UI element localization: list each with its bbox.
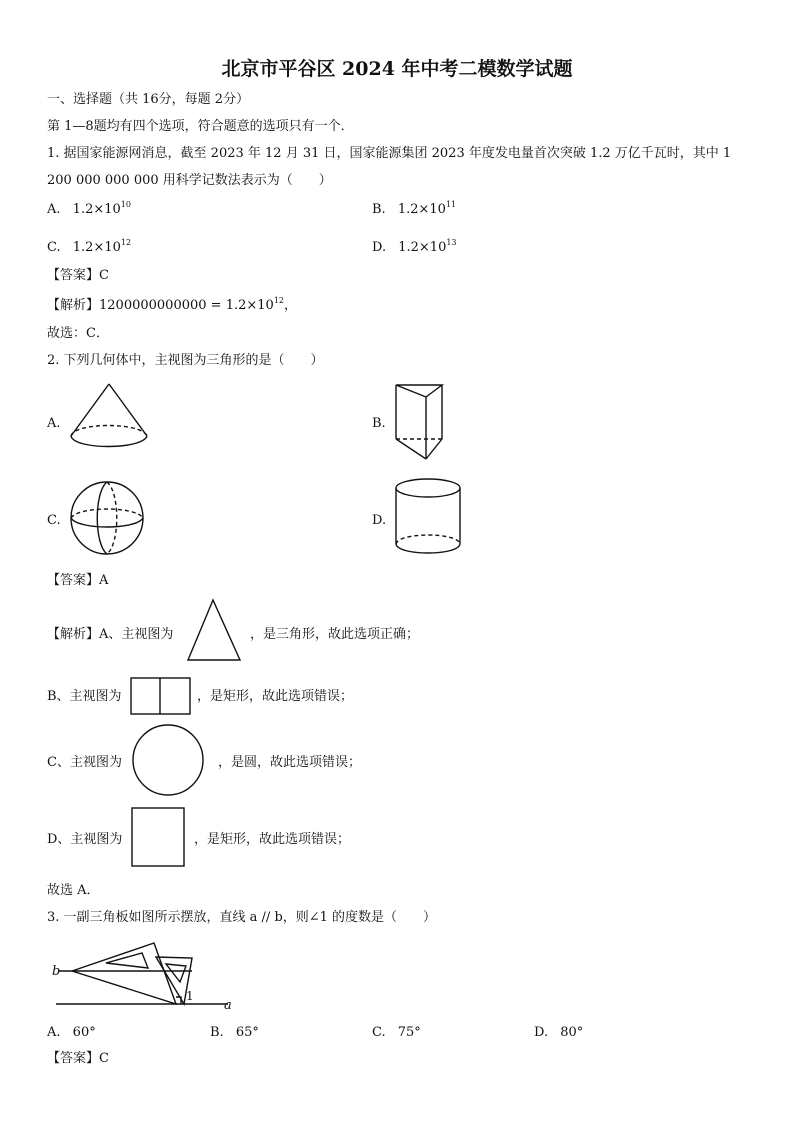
option-label: B.: [372, 202, 386, 217]
q3-answer: 【答案】C: [47, 1051, 109, 1066]
q2-analysis-b-pre: B、主视图为: [47, 689, 122, 704]
section-heading: 一、选择题（共 16分，每题 2分）: [47, 92, 250, 107]
q2-analysis-a-pre: 【解析】A、主视图为: [47, 627, 174, 642]
q2-stem: 2. 下列几何体中，主视图为三角形的是（ ）: [47, 353, 324, 368]
q3-option-b: [210, 1024, 259, 1042]
q3-option-d: [534, 1024, 583, 1042]
triangle-set-figure: [44, 938, 244, 1014]
q2-answer: 【答案】A: [47, 573, 109, 588]
q3-option-c: [372, 1024, 421, 1042]
triangle-view-figure: [186, 598, 244, 664]
q2-option-label-b: B.: [372, 416, 386, 431]
cone-figure: [68, 384, 158, 464]
q2-analysis-c-pre: C、主视图为: [47, 755, 122, 770]
option-label: A.: [47, 202, 61, 217]
line-b-label: b: [52, 964, 61, 979]
line-a-label: a: [224, 998, 232, 1013]
q1-answer: 【答案】C: [47, 268, 109, 283]
q1-analysis: [47, 297, 297, 315]
option-value: 60°: [72, 1025, 96, 1040]
q1-conclusion: 故选：C．: [47, 326, 109, 341]
q2-option-label-a: A.: [47, 416, 61, 431]
option-label: D.: [534, 1025, 549, 1040]
q2-analysis-a-post: ，是三角形，故此选项正确；: [250, 627, 420, 642]
q3-stem: 3. 一副三角板如图所示摆放，直线 a // b，则∠1 的度数是（ ）: [47, 910, 437, 925]
q3-option-a: [47, 1024, 96, 1042]
option-exponent: 12: [120, 238, 132, 247]
q1-stem-line2: 200 000 000 000 用科学记数法表示为（ ）: [47, 173, 332, 188]
option-value: 1.2×10: [72, 202, 121, 217]
analysis-exponent: 12: [273, 296, 284, 305]
section-note: 第 1—8题均有四个选项，符合题意的选项只有一个．: [47, 119, 354, 134]
option-label: D.: [372, 240, 387, 255]
option-value: 75°: [397, 1025, 421, 1040]
cylinder-figure: [396, 478, 466, 564]
q2-conclusion: 故选 A．: [47, 883, 100, 898]
circle-view-figure: [130, 724, 208, 798]
option-exponent: 10: [120, 200, 131, 209]
option-value: 1.2×10: [398, 240, 447, 255]
angle-1-label: 1: [186, 989, 194, 1003]
rectangle-view-figure: [131, 807, 187, 869]
page-title: 北京市平谷区 2024 年中考二模数学试题: [221, 58, 573, 80]
q2-option-label-c: C.: [47, 513, 61, 528]
q2-analysis-d-post: ，是矩形，故此选项错误；: [194, 832, 351, 847]
option-label: C.: [47, 240, 61, 255]
option-label: C.: [372, 1025, 386, 1040]
q1-stem-line1: 1. 据国家能源网消息，截至 2023 年 12 月 31 日，国家能源集团 2023 年度发电量首次突破 1.2 万亿千瓦时，其中 1: [47, 146, 732, 161]
option-exponent: 11: [445, 200, 457, 209]
q1-option-a: [47, 201, 131, 219]
q2-analysis-c-post: ，是圆，故此选项错误；: [218, 755, 362, 770]
option-value: 65°: [235, 1025, 259, 1040]
q2-option-label-d: D.: [372, 513, 387, 528]
triangular-prism-figure: [396, 382, 466, 464]
option-value: 1.2×10: [397, 202, 446, 217]
analysis-expression: 1200000000000 = 1.2×10: [99, 298, 274, 313]
q2-analysis-b-post: ，是矩形，故此选项错误；: [197, 689, 354, 704]
option-label: A.: [47, 1025, 61, 1040]
analysis-tail: ，: [284, 298, 298, 313]
option-value: 1.2×10: [72, 240, 121, 255]
q1-option-b: [372, 201, 456, 219]
option-label: B.: [210, 1025, 224, 1040]
q1-option-c: [47, 239, 131, 257]
option-value: 80°: [560, 1025, 584, 1040]
option-exponent: 13: [446, 238, 457, 247]
rectangle-split-view-figure: [130, 677, 194, 717]
sphere-figure: [70, 482, 150, 558]
analysis-label: 【解析】: [47, 298, 100, 313]
q1-option-d: [372, 239, 457, 257]
q2-analysis-d-pre: D、主视图为: [47, 832, 123, 847]
